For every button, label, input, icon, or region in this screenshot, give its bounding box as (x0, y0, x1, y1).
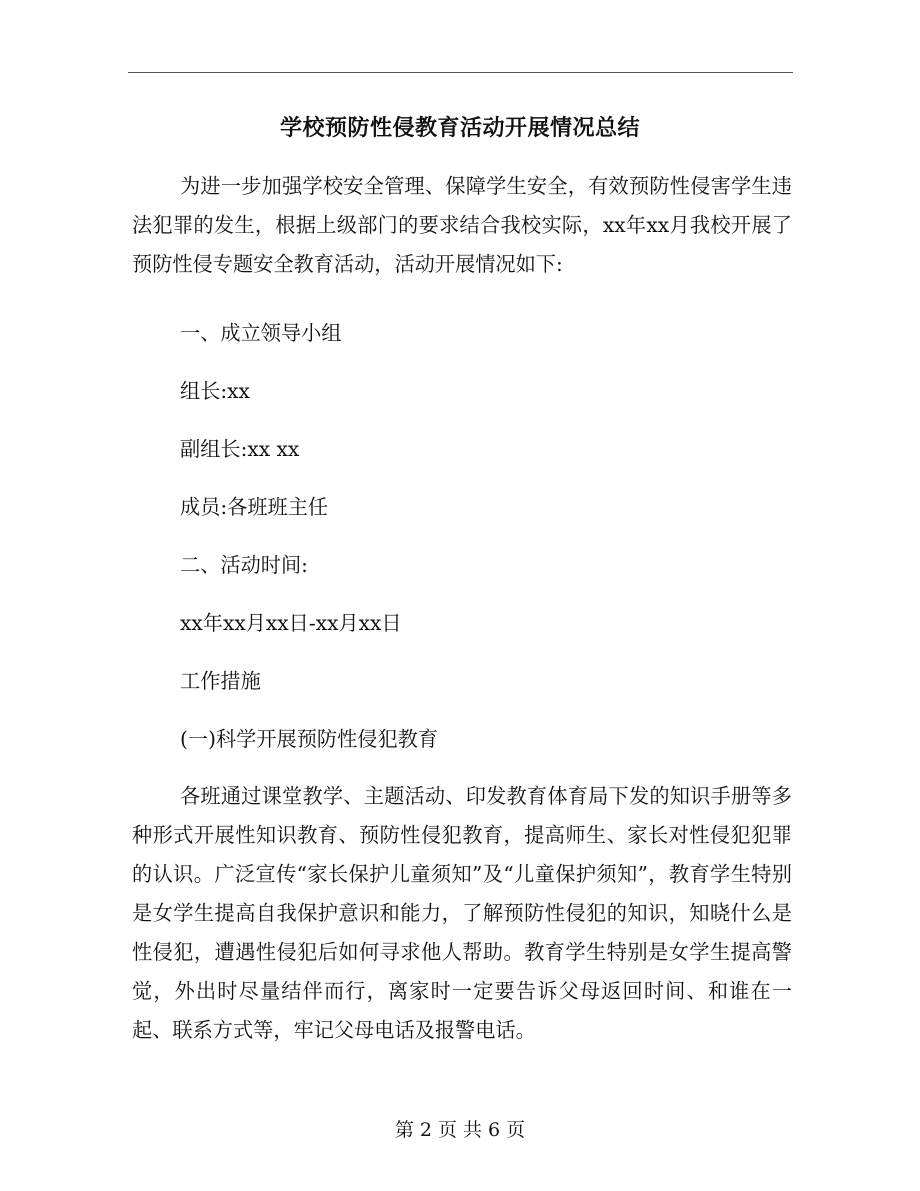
activity-time-line: xx年xx月xx日-xx月xx日 (180, 611, 402, 635)
section-heading-leadership: 一、成立领导小组 (180, 321, 342, 345)
document-title: 学校预防性侵教育活动开展情况总结 (279, 115, 640, 141)
deputy-leader-line: 副组长:xx xx (180, 437, 300, 461)
intro-paragraph: 为进一步加强学校安全管理、保障学生安全，有效预防性侵害学生违法犯罪的发生，根据上级部门的要求结合我校实际，xx年xx月我校开展了预防性侵专题安全教育活动，活动开展情况如下: (132, 174, 792, 276)
body-paragraph: 各班通过课堂教学、主题活动、印发教育体育局下发的知识手册等多种形式开展性知识教育、预防性侵犯教育，提高师生、家长对性侵犯犯罪的认识。广泛宣传“家长保护儿童须知”及“儿童保护须知”，教育学生特别是女学生提高自我保护意识和能力，了解预防性侵犯的知识，知晓什么是性侵犯，遭遇性侵犯后如何寻求他人帮助。教育学生特别是女学生提高警觉，外出时尽量结伴而行，离家时一定要告诉父母返回时间、和谁在一起、联系方式等，牢记父母电话及报警电话。 (132, 784, 792, 1042)
members-line: 成员:各班班主任 (180, 495, 329, 519)
leader-line: 组长:xx (180, 379, 250, 403)
section-heading-time: 二、活动时间: (180, 553, 308, 577)
header-rule (128, 72, 793, 73)
page-indicator: 第 2 页 共 6 页 (394, 1119, 526, 1141)
subsection-heading-education: (一)科学开展预防性侵犯教育 (180, 727, 439, 751)
measures-heading: 工作措施 (180, 669, 261, 693)
